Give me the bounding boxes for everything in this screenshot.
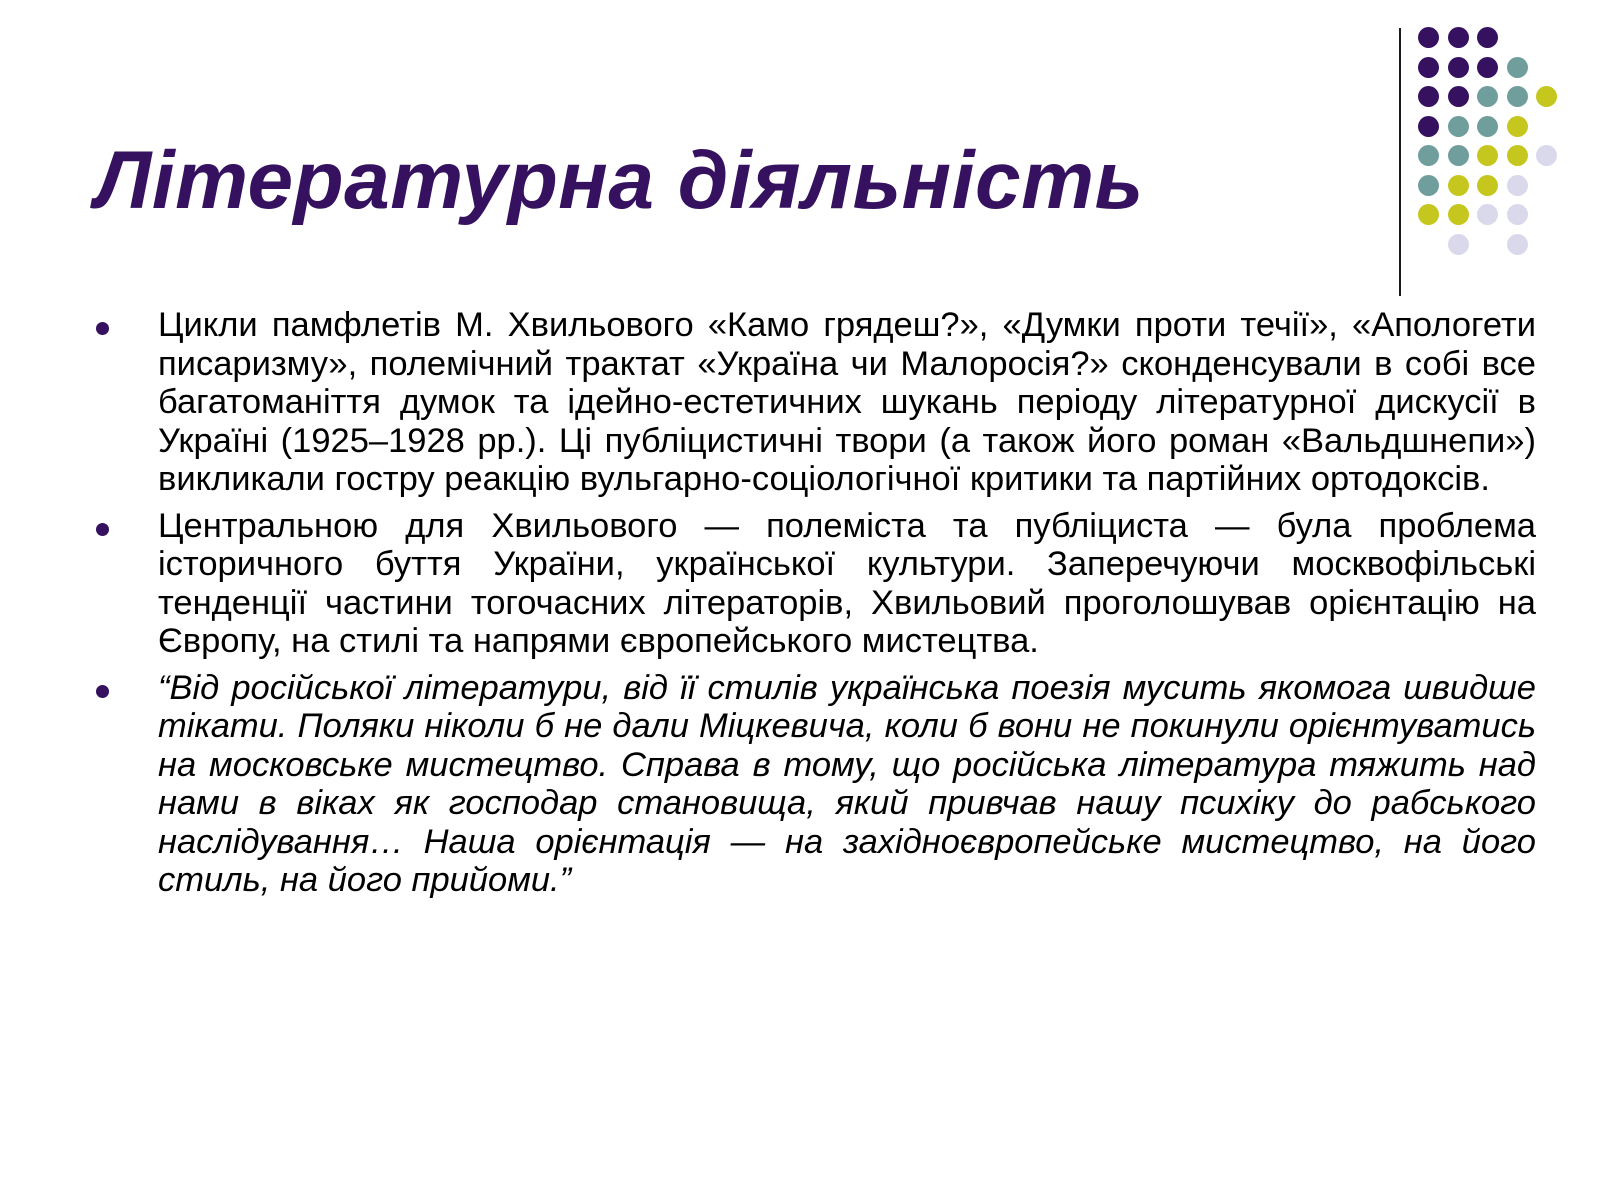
decorative-dot (1507, 86, 1528, 107)
decorative-dot (1477, 116, 1498, 137)
decorative-dot (1448, 57, 1469, 78)
decorative-dot (1418, 86, 1439, 107)
decorative-dot (1507, 204, 1528, 225)
decorative-dot (1448, 27, 1469, 48)
quote-bullet-item (96, 669, 1536, 900)
vertical-divider (1399, 28, 1401, 296)
decorative-dot (1418, 175, 1439, 196)
decorative-dot (1507, 145, 1528, 166)
decorative-dot (1448, 234, 1469, 255)
bullet-item (96, 306, 1536, 499)
bullet-dot-icon (96, 322, 109, 335)
decorative-dot (1418, 57, 1439, 78)
decorative-dot (1536, 86, 1557, 107)
decorative-dot (1477, 175, 1498, 196)
quote-text: “Від російської літератури, від її стилів українська поезія мусить якомога швидше тікати. Поляки ніколи б не дали Міцкевича, коли б вони не покинули орієнтуватись на московське мистецтво. Справа в тому, що російська література тяжить над нами в віках як господар становища, який привчав нашу психіку до рабського наслідування… Наша орієнтація — на західноєвропейське мистецтво, на його стиль, на його прийоми.” (158, 668, 1536, 899)
decorative-dot (1448, 116, 1469, 137)
decorative-dot (1477, 204, 1498, 225)
decorative-dot (1507, 175, 1528, 196)
decorative-dot (1448, 86, 1469, 107)
decorative-dot (1448, 175, 1469, 196)
bullet-list (96, 306, 1536, 908)
decorative-dot (1418, 204, 1439, 225)
decorative-dot (1477, 57, 1498, 78)
bullet-dot-icon (96, 685, 109, 698)
decorative-dot (1418, 145, 1439, 166)
bullet-item (96, 507, 1536, 661)
bullet-text: Центральною для Хвильового — полеміста та публіциста — була проблема історичного буття України, української культури. Заперечуючи москвофільські тенденції частини тогочасних літераторів, Хвильовий проголошував орієнтацію на Європу, на стилі та напрями європейського мистецтва. (158, 506, 1536, 660)
decorative-dot (1477, 27, 1498, 48)
decorative-dot (1507, 234, 1528, 255)
bullet-text: Цикли памфлетів М. Хвильового «Камо грядеш?», «Думки проти течії», «Апологети писаризму», полемічний трактат «Україна чи Малоросія?» сконденсували в собі все багатоманіття думок та ідейно-естетичних шукань періоду літературної дискусії в Україні (1925–1928 рр.). Ці публіцистичні твори (а також його роман «Вальдшнепи») викликали гостру реакцію вульгарно-соціологічної критики та партійних ортодоксів. (158, 306, 1536, 498)
decorative-dot (1507, 57, 1528, 78)
decorative-dot (1448, 145, 1469, 166)
decorative-dot (1418, 27, 1439, 48)
decorative-dot (1536, 145, 1557, 166)
slide-title: Літературна діяльність (95, 135, 1144, 226)
decorative-dot (1418, 116, 1439, 137)
decorative-dot (1477, 86, 1498, 107)
decorative-dot (1507, 116, 1528, 137)
decorative-dot (1448, 204, 1469, 225)
decorative-dot (1477, 145, 1498, 166)
bullet-dot-icon (96, 523, 109, 536)
